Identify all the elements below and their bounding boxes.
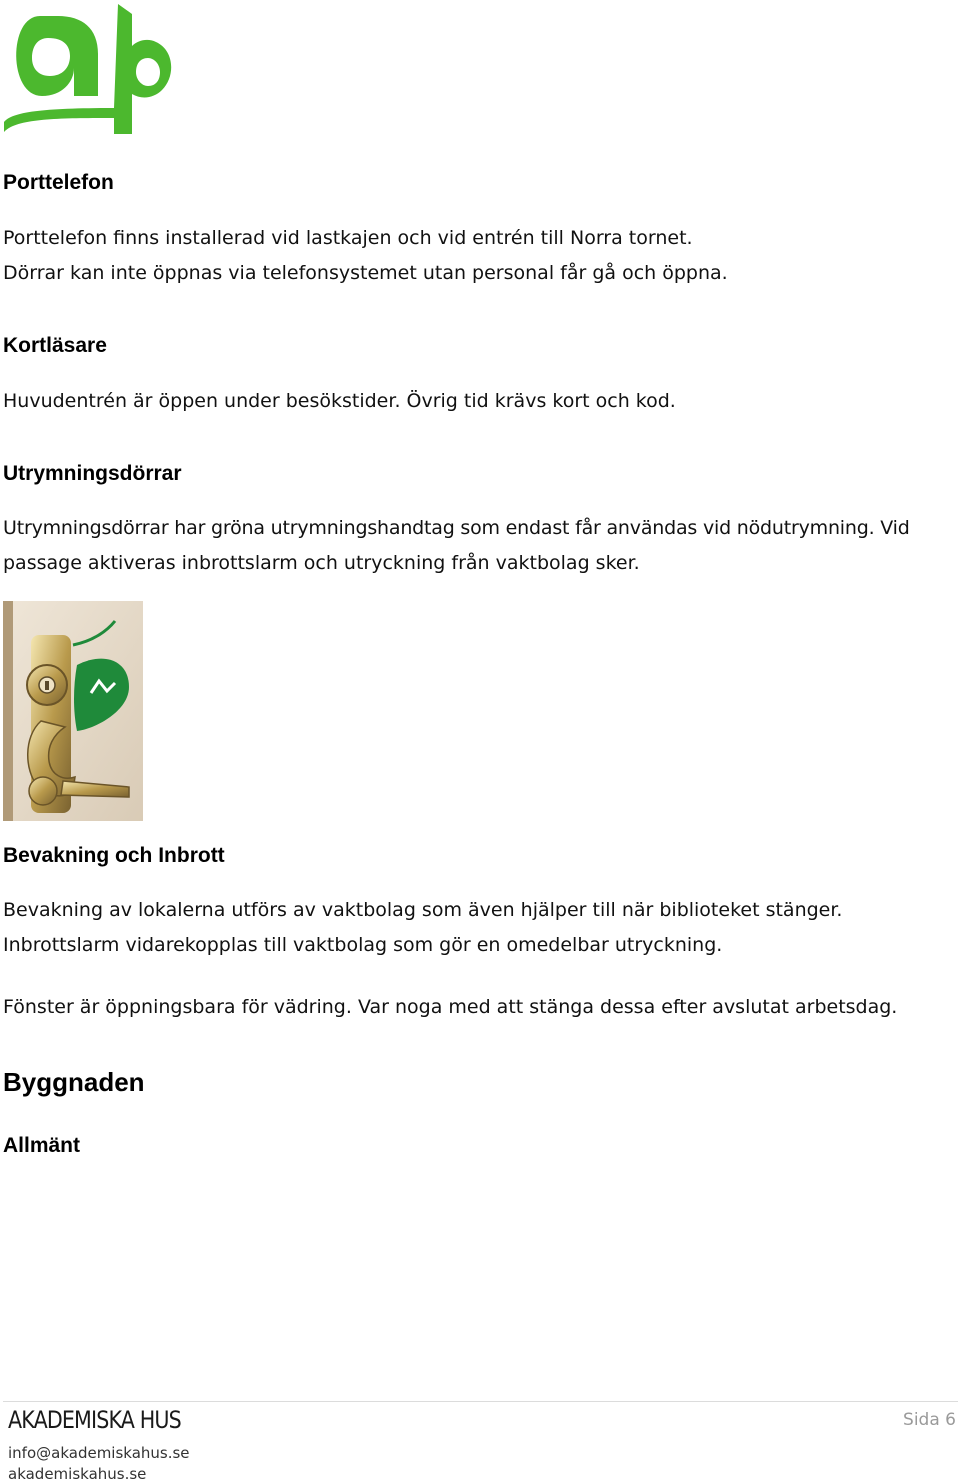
paragraph-kortlasare xyxy=(3,384,676,419)
heading-bevakning: Bevakning och Inbrott xyxy=(3,844,225,867)
heading-porttelefon: Porttelefon xyxy=(3,171,114,194)
text-line: Porttelefon finns installerad vid lastkajen och vid entrén till Norra tornet. xyxy=(3,227,693,249)
text-line: Fönster är öppningsbara för vädring. Var noga med att stänga dessa efter avslutat arbetsdag. xyxy=(3,996,898,1018)
paragraph-fonster xyxy=(3,990,897,1025)
footer-website[interactable]: akademiskahus.se xyxy=(8,1465,147,1483)
footer-email[interactable]: info@akademiskahus.se xyxy=(8,1444,190,1462)
heading-utrymningsdorrar: Utrymningsdörrar xyxy=(3,462,182,485)
text-line: passage aktiveras inbrottslarm och utryckning från vaktbolag sker. xyxy=(3,552,640,574)
heading-kortlasare: Kortläsare xyxy=(3,334,107,357)
paragraph-utrymningsdorrar xyxy=(3,511,910,581)
heading-byggnaden: Byggnaden xyxy=(3,1067,145,1097)
logo-letter-a xyxy=(16,16,98,96)
emergency-handle-photo xyxy=(3,601,143,821)
text-line: Bevakning av lokalerna utförs av vaktbolag som även hjälper till när biblioteket stänger. xyxy=(3,899,843,921)
paragraph-bevakning xyxy=(3,893,842,963)
page-number: Sida 6 xyxy=(903,1410,956,1430)
text-line: Utrymningsdörrar har gröna utrymningshandtag som endast får användas vid nödutrymning. Vid xyxy=(3,517,910,539)
akademiska-hus-logo xyxy=(2,2,174,134)
footer-brand: AKADEMISKA HUS xyxy=(8,1406,181,1434)
paragraph-porttelefon xyxy=(3,221,728,291)
text-line: Dörrar kan inte öppnas via telefonsystemet utan personal får gå och öppna. xyxy=(3,262,728,284)
text-line: Huvudentrén är öppen under besökstider. Övrig tid krävs kort och kod. xyxy=(3,390,676,412)
text-line: Inbrottslarm vidarekopplas till vaktbolag som gör en omedelbar utryckning. xyxy=(3,934,723,956)
footer-divider xyxy=(3,1401,958,1402)
heading-allmant: Allmänt xyxy=(3,1134,81,1157)
